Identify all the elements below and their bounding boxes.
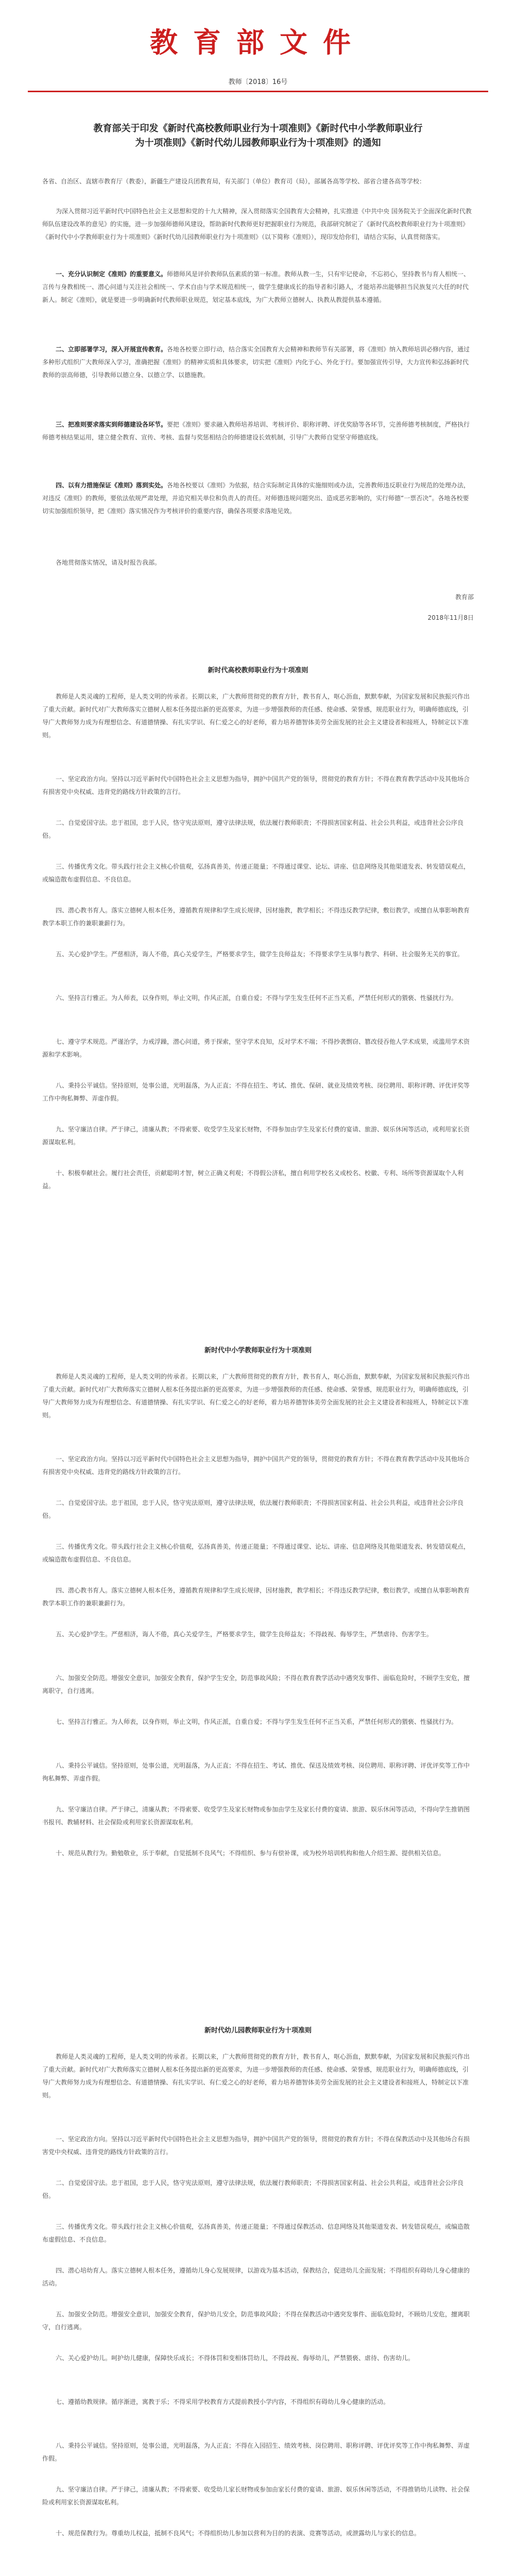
salutation: 各省、自治区、直辖市教育厅（教委），新疆生产建设兵团教育局，有关部门（单位）教育司（局），部属各高等学校、部省合建各高等学校：	[42, 178, 426, 185]
red-divider	[28, 91, 488, 92]
list-item: 九、坚守廉洁自律。严于律己，清廉从教；不得索要、收受学生及家长财物，不得参加由学生及家长付费的宴请、旅游、娱乐休闲等活动，或利用家长资源谋取私利。	[42, 1126, 470, 1146]
list-item: 六、坚持言行雅正。为人师表，以身作则，举止文明，作风正派，自重自爱；不得与学生发生任何不正当关系，严禁任何形式的猥亵、性骚扰行为。	[56, 994, 458, 1002]
list-item: 五、加强安全防范。增强安全意识，加强安全教育，保护幼儿安全，防范事故风险；不得在保教活动中遇突发事件、面临危险时，不顾幼儿安危，擅离职守，自行逃离。	[42, 2311, 470, 2331]
list-item: 十、规范保教行为。尊重幼儿权益，抵制不良风气；不得组织幼儿参加以营利为目的的表演、竞赛等活动，或泄露幼儿与家长的信息。	[56, 2530, 421, 2537]
notice-title: 教育部关于印发《新时代高校教师职业行为十项准则》《新时代中小学教师职业行为十项准则》《新时代幼儿园教师职业行为十项准则》的通知	[93, 123, 423, 148]
list-item: 十、规范从教行为。勤勉敬业，乐于奉献，自觉抵制不良风气；不得组织、参与有偿补课，或为校外培训机构和他人介绍生源、提供相关信息。	[56, 1850, 445, 1857]
list-item: 三、传播优秀文化。带头践行社会主义核心价值观，弘扬真善美，传递正能量；不得通过保教活动、信息网络及其他渠道发表、转发错误观点，或编造散布虚假信息、不良信息。	[42, 2223, 470, 2243]
list-item: 五、关心爱护学生。严慈相济，诲人不倦，真心关爱学生，严格要求学生，做学生良师益友；不得要求学生从事与教学、科研、社会服务无关的事宜。	[56, 951, 464, 958]
paragraph-body: 各地各校要立即行动，结合落实全国教育大会精神和教师节有关部署，将《准则》纳入教师培训必修内容，通过多种形式组织广大教师深入学习，准确把握《准则》的精神实质和具体要求，切实把《准则》内化于心、外化于行。要加强宣传引导，大力宣传和弘扬新时代教师的崇高师德，引导教师以德立身、以德立学、以德施教。	[42, 346, 470, 379]
signature: 教育部	[455, 594, 474, 601]
list-item: 六、关心爱护幼儿。呵护幼儿健康，保障快乐成长；不得体罚和变相体罚幼儿，不得歧视、侮辱幼儿，严禁猥亵、虐待、伤害幼儿。	[56, 2354, 415, 2362]
date: 2018年11月8日	[427, 614, 474, 621]
list-item: 八、秉持公平诚信。坚持原则，处事公道，光明磊落，为人正直；不得在招生、考试、推优、保送及绩效考核、岗位聘用、职称评聘、评优评奖等工作中徇私舞弊、弄虚作假。	[42, 1762, 470, 1782]
org-title: 教育部文件	[150, 26, 366, 59]
list-item: 八、秉持公平诚信。坚持原则，处事公道，光明磊落，为人正直；不得在入园招生、绩效考核、岗位聘用、职称评聘、评优评奖等工作中徇私舞弊、弄虚作假。	[42, 2442, 470, 2462]
paragraph-lead: 一、充分认识制定《准则》的重要意义。	[56, 270, 167, 278]
list-item: 二、自觉爱国守法。忠于祖国，忠于人民，恪守宪法原则，遵守法律法规，依法履行教师职责；不得损害国家利益、社会公共利益，或违背社会公序良俗。	[42, 1499, 464, 1519]
list-item: 二、自觉爱国守法。忠于祖国，忠于人民，恪守宪法原则，遵守法律法规，依法履行教师职责；不得损害国家利益、社会公共利益，或违背社会公序良俗。	[42, 2179, 464, 2199]
paragraph-body: 各地各校要以《准则》为依据，结合实际制定具体的实施细则或办法，完善教师违反职业行为规范的处理办法，对违反《准则》的教师，要依法依规严肃处理，并追究相关单位和负责人的责任。对师德违规问题突出、造成恶劣影响的，实行师德“一票否决”。各地各校要切实加强组织领导，把《准则》落实情况作为考核评价的重要内容，确保各项要求落地见效。	[42, 482, 470, 515]
list-item: 六、加强安全防范。增强安全意识，加强安全教育，保护学生安全，防范事故风险；不得在教育教学活动中遇突发事件、面临危险时，不顾学生安危，擅离职守，自行逃离。	[42, 1674, 470, 1694]
notice-paragraph	[42, 418, 474, 444]
list-item: 七、遵守学术规范。严谨治学，力戒浮躁，潜心问道，勇于探索，坚守学术良知，反对学术不端；不得抄袭剽窃、篡改侵吞他人学术成果，或滥用学术资源和学术影响。	[42, 1038, 470, 1058]
paragraph-lead: 四、以有力措施保证《准则》落到实处。	[56, 482, 167, 489]
paragraph-lead: 二、立即部署学习，深入开展宣传教育。	[56, 346, 167, 353]
list-item: 九、坚守廉洁自律。严于律己，清廉从教；不得索要、收受学生及家长财物或参加由学生及家长付费的宴请、旅游、娱乐休闲等活动，不得向学生推销图书报刊、教辅材料、社会保险或利用家长资源谋取私利。	[42, 1806, 470, 1826]
notice-paragraph	[42, 268, 474, 307]
list-item: 十、积极奉献社会。履行社会责任，贡献聪明才智，树立正确义利观；不得假公济私，擅自利用学校名义或校名、校徽、专利、场所等资源谋取个人利益。	[42, 1170, 464, 1190]
notice-paragraph: 为深入贯彻习近平新时代中国特色社会主义思想和党的十九大精神，深入贯彻落实全国教育大会精神，扎实推进《中共中央 国务院关于全面深化新时代教师队伍建设改革的意见》的实施，进一步加强师德师风建设，帮助新时代教师更好把握职业行为规范，我部研究制定了《新时代高校教师职业行为十项准则》《新时代中小学教师职业行为十项准则》《新时代幼儿园教师职业行为十项准则》（以下简称《准则》），现印发给你们，请结合实际，认真贯彻落实。	[42, 208, 472, 241]
list-item: 一、坚定政治方向。坚持以习近平新时代中国特色社会主义思想为指导，拥护中国共产党的领导，贯彻党的教育方针；不得在保教活动中及其他场合有损害党中央权威、违背党的路线方针政策的言行。	[42, 2136, 470, 2156]
list-item: 五、关心爱护学生。严慈相济，诲人不倦，真心关爱学生，严格要求学生，做学生良师益友；不得歧视、侮辱学生，严禁虐待、伤害学生。	[56, 1631, 433, 1638]
section-title: 新时代高校教师职业行为十项准则	[208, 667, 308, 674]
list-item: 九、坚守廉洁自律。严于律己，清廉从教；不得索要、收受幼儿家长财物或参加由家长付费的宴请、旅游、娱乐休闲等活动，不得推销幼儿读物、社会保险或利用家长资源谋取私利。	[42, 2486, 470, 2506]
section-intro: 教师是人类灵魂的工程师，是人类文明的传承者。长期以来，广大教师贯彻党的教育方针，教书育人，呕心沥血，默默奉献，为国家发展和民族振兴作出了重大贡献。新时代对广大教师落实立德树人根本任务提出新的更高要求，为进一步增强教师的责任感、使命感、荣誉感，规范职业行为，明确师德底线，引导广大教师努力成为有理想信念、有道德情操、有扎实学识、有仁爱之心的好老师，着力培养德智体美劳全面发展的社会主义建设者和接班人，特制定以下准则。	[42, 2053, 470, 2099]
list-item: 四、潜心教书育人。落实立德树人根本任务，遵循教育规律和学生成长规律，因材施教，教学相长；不得违反教学纪律，敷衍教学，或擅自从事影响教育教学本职工作的兼职兼薪行为。	[42, 1587, 470, 1607]
list-item: 四、潜心培幼育人。落实立德树人根本任务，遵循幼儿身心发展规律，以游戏为基本活动，保教结合，促进幼儿全面发展；不得组织有碍幼儿身心健康的活动。	[42, 2267, 470, 2287]
paragraph-body: 要把《准则》要求融入教师培养培训、考核评价、职称评聘、评优奖励等各环节，完善师德考核制度，严格执行师德考核结果运用，建立健全教育、宣传、考核、监督与奖惩相结合的师德建设长效机制，引导广大教师自觉坚守师德底线。	[42, 421, 470, 441]
list-item: 八、秉持公平诚信。坚持原则，处事公道，光明磊落，为人正直；不得在招生、考试、推优、保研、就业及绩效考核、岗位聘用、职称评聘、评优评奖等工作中徇私舞弊、弄虚作假。	[42, 1082, 470, 1102]
section-title: 新时代幼儿园教师职业行为十项准则	[204, 2027, 312, 2035]
paragraph-lead: 三、把准则要求落实到师德建设各环节。	[56, 421, 167, 428]
list-item: 一、坚定政治方向。坚持以习近平新时代中国特色社会主义思想为指导，拥护中国共产党的领导，贯彻党的教育方针；不得在教育教学活动中及其他场合有损害党中央权威、违背党的路线方针政策的言行。	[42, 775, 470, 795]
paragraph-body: 师德师风是评价教师队伍素质的第一标准。教师从教一生，只有牢记使命，不忘初心，坚持教书与育人相统一、言传与身教相统一、潜心问道与关注社会相统一、学术自由与学术规范相统一，做学生健康成长的指导者和引路人，才能培养出能够担当民族复兴大任的时代新人。制定《准则》，就是要进一步明确新时代教师职业规范，划定基本底线，为广大教师立德树人、执教从教提供基本遵循。	[42, 270, 470, 303]
section-intro: 教师是人类灵魂的工程师，是人类文明的传承者。长期以来，广大教师贯彻党的教育方针，教书育人，呕心沥血，默默奉献，为国家发展和民族振兴作出了重大贡献。新时代对广大教师落实立德树人根本任务提出新的更高要求，为进一步增强教师的责任感、使命感、荣誉感，规范职业行为，明确师德底线，引导广大教师努力成为有理想信念、有道德情操、有扎实学识、有仁爱之心的好老师，着力培养德智体美劳全面发展的社会主义建设者和接班人，特制定以下准则。	[42, 1373, 470, 1419]
section-title: 新时代中小学教师职业行为十项准则	[204, 1347, 312, 1354]
section-intro: 教师是人类灵魂的工程师，是人类文明的传承者。长期以来，广大教师贯彻党的教育方针，教书育人，呕心沥血，默默奉献，为国家发展和民族振兴作出了重大贡献。新时代对广大教师落实立德树人根本任务提出新的更高要求，为进一步增强教师的责任感、使命感、荣誉感，规范职业行为，明确师德底线，引导广大教师努力成为有理想信念、有道德情操、有扎实学识、有仁爱之心的好老师，着力培养德智体美劳全面发展的社会主义建设者和接班人，特制定以下准则。	[42, 693, 470, 739]
notice-paragraph	[42, 479, 474, 518]
list-item: 三、传播优秀文化。带头践行社会主义核心价值观，弘扬真善美，传递正能量；不得通过课堂、论坛、讲座、信息网络及其他渠道发表、转发错误观点，或编造散布虚假信息、不良信息。	[42, 1543, 470, 1563]
notice-paragraph	[42, 343, 474, 382]
list-item: 四、潜心教书育人。落实立德树人根本任务，遵循教育规律和学生成长规律，因材施教，教学相长；不得违反教学纪律，敷衍教学，或擅自从事影响教育教学本职工作的兼职兼薪行为。	[42, 907, 470, 927]
list-item: 一、坚定政治方向。坚持以习近平新时代中国特色社会主义思想为指导，拥护中国共产党的领导，贯彻党的教育方针；不得在教育教学活动中及其他场合有损害党中央权威、违背党的路线方针政策的言行。	[42, 1455, 470, 1476]
list-item: 七、坚持言行雅正。为人师表，以身作则，举止文明，作风正派，自重自爱；不得与学生发生任何不正当关系，严禁任何形式的猥亵、性骚扰行为。	[56, 1718, 458, 1725]
notice-paragraph: 各地贯彻落实情况，请及时报告我部。	[56, 559, 161, 566]
list-item: 七、遵循幼教规律。循序渐进，寓教于乐；不得采用学校教育方式提前教授小学内容，不得组织有碍幼儿身心健康的活动。	[56, 2398, 390, 2405]
list-item: 二、自觉爱国守法。忠于祖国，忠于人民，恪守宪法原则，遵守法律法规，依法履行教师职责；不得损害国家利益、社会公共利益，或违背社会公序良俗。	[42, 819, 464, 839]
list-item: 三、传播优秀文化。带头践行社会主义核心价值观，弘扬真善美，传递正能量；不得通过课堂、论坛、讲座、信息网络及其他渠道发表、转发错误观点，或编造散布虚假信息、不良信息。	[42, 863, 470, 883]
doc-number: 教师〔2018〕16号	[228, 78, 288, 86]
